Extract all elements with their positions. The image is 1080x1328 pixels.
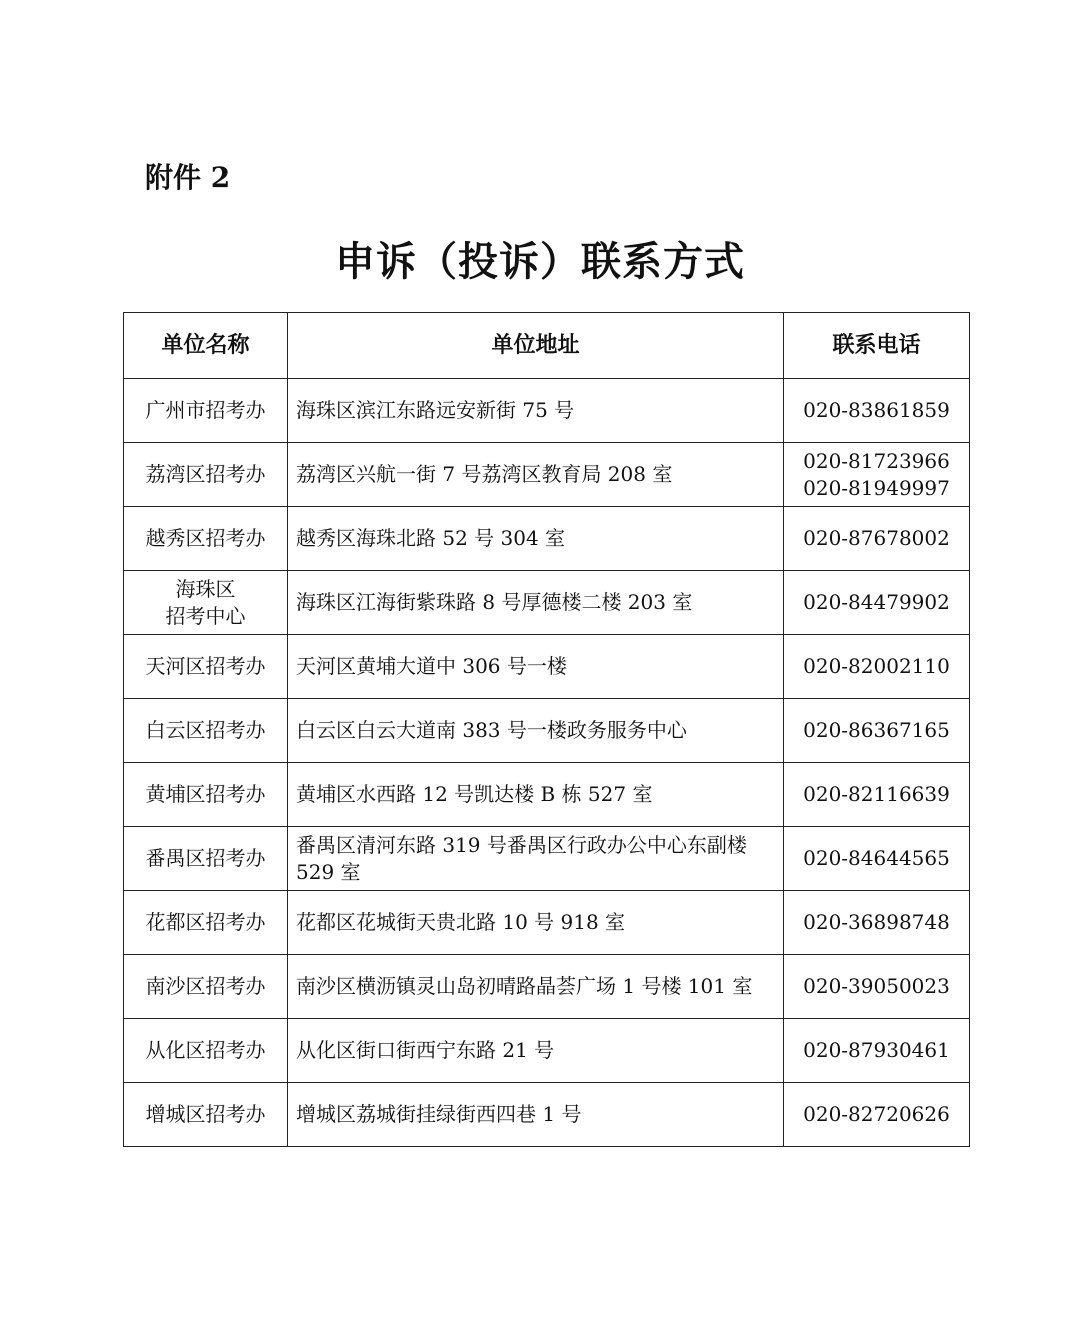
phone-number: 020-82720626 [803,1102,950,1126]
phone-number: 020-82116639 [803,782,950,806]
unit-name: 番禺区招考办 [145,846,266,870]
unit-name: 增城区招考办 [145,1102,266,1126]
unit-name-cell [124,571,288,635]
table-row [124,635,970,699]
unit-address: 南沙区横沥镇灵山岛初晴路晶荟广场 1 号楼 101 室 [288,955,784,1019]
phone-cell [784,1083,970,1147]
unit-address: 白云区白云大道南 383 号一楼政务服务中心 [288,699,784,763]
unit-name-cell [124,635,288,699]
table-row [124,507,970,571]
phone-number: 020-87930461 [803,1038,950,1062]
phone-number: 020-81949997 [803,475,950,500]
phone-number: 020-87678002 [803,526,950,550]
unit-name-cell [124,827,288,891]
phone-cell [784,891,970,955]
unit-address: 花都区花城街天贵北路 10 号 918 室 [288,891,784,955]
table-row [124,699,970,763]
phone-cell [784,955,970,1019]
table-row [124,827,970,891]
unit-name: 海珠区 [175,576,236,601]
phone-number: 020-39050023 [803,974,950,998]
unit-address: 番禺区清河东路 319 号番禺区行政办公中心东副楼 529 室 [288,827,784,891]
unit-address: 越秀区海珠北路 52 号 304 室 [288,507,784,571]
unit-name-cell [124,379,288,443]
unit-address: 从化区街口街西宁东路 21 号 [288,1019,784,1083]
phone-cell [784,763,970,827]
unit-name-cell [124,507,288,571]
phone-number: 020-83861859 [803,398,950,422]
unit-address: 黄埔区水西路 12 号凯达楼 B 栋 527 室 [288,763,784,827]
phone-cell [784,699,970,763]
unit-name: 招考中心 [165,603,246,628]
phone-cell [784,379,970,443]
unit-name: 花都区招考办 [145,910,266,934]
phone-cell [784,1019,970,1083]
table-row [124,1019,970,1083]
phone-cell [784,507,970,571]
unit-name: 越秀区招考办 [145,526,266,550]
unit-address: 海珠区滨江东路远安新街 75 号 [288,379,784,443]
unit-name-cell [124,443,288,507]
unit-name: 南沙区招考办 [145,974,266,998]
unit-name: 天河区招考办 [145,654,266,678]
unit-name-cell [124,763,288,827]
header-unit-address: 单位地址 [288,313,784,379]
table-row [124,955,970,1019]
unit-name: 广州市招考办 [145,398,266,422]
unit-name: 荔湾区招考办 [145,462,266,486]
table-row [124,1083,970,1147]
unit-address: 增城区荔城街挂绿街西四巷 1 号 [288,1083,784,1147]
phone-cell [784,443,970,507]
header-unit-name: 单位名称 [124,313,288,379]
phone-number: 020-84644565 [803,846,950,870]
unit-name-cell [124,1083,288,1147]
phone-number: 020-82002110 [803,654,950,678]
header-phone: 联系电话 [784,313,970,379]
table-row [124,891,970,955]
unit-name-cell [124,891,288,955]
unit-address: 荔湾区兴航一街 7 号荔湾区教育局 208 室 [288,443,784,507]
phone-cell [784,571,970,635]
phone-number: 020-84479902 [803,590,950,614]
phone-cell [784,635,970,699]
unit-name: 从化区招考办 [145,1038,266,1062]
unit-name: 白云区招考办 [145,718,266,742]
table-row [124,379,970,443]
unit-address: 天河区黄埔大道中 306 号一楼 [288,635,784,699]
phone-number: 020-86367165 [803,718,950,742]
phone-cell [784,827,970,891]
unit-name-cell [124,699,288,763]
unit-name-cell [124,955,288,1019]
table-row [124,763,970,827]
phone-number: 020-36898748 [803,910,950,934]
unit-name-cell [124,1019,288,1083]
attachment-label: 附件 2 [145,161,231,194]
phone-number: 020-81723966 [803,448,950,473]
unit-name: 黄埔区招考办 [145,782,266,806]
contacts-table [123,312,970,1147]
unit-address: 海珠区江海街紫珠路 8 号厚德楼二楼 203 室 [288,571,784,635]
table-row [124,571,970,635]
table-header-row [124,313,970,379]
document-title: 申诉（投诉）联系方式 [335,238,745,285]
table-row [124,443,970,507]
